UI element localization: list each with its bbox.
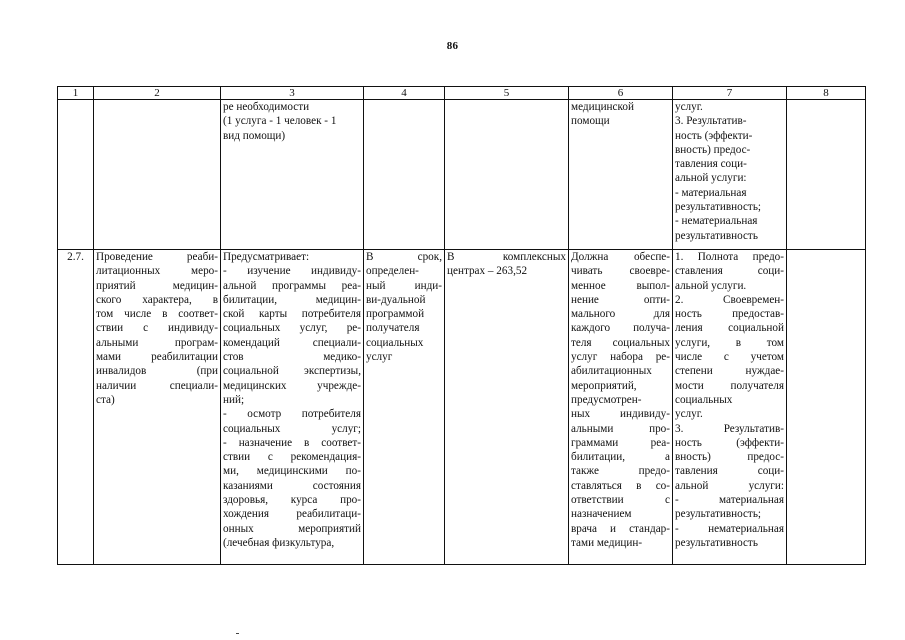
- cell-conditions: [569, 250, 673, 565]
- cell-text-line: вность) предос-: [675, 451, 784, 464]
- cell-text-line: (лечебная физкультура,: [223, 536, 335, 549]
- cell-text-line: - материальная: [675, 186, 747, 199]
- cell-text-line: результативность;: [675, 508, 762, 521]
- cell-text-line: ответствии с: [571, 494, 670, 507]
- cell-text-line: услуги, в том: [675, 336, 784, 349]
- cell-text-line: услуг: [366, 351, 393, 364]
- cell-text-line: казаниями состояния: [223, 479, 361, 492]
- cell-text-line: услуг.: [675, 101, 703, 113]
- cell-text-line: мероприятий,: [571, 379, 637, 392]
- cell-text-line: абилитационных: [571, 365, 652, 378]
- cell-text-line: 2. Своевремен-: [675, 293, 784, 306]
- cell-text-line: Предусматривает:: [223, 251, 310, 263]
- cell-text-line: предусмотрен-: [571, 393, 642, 406]
- cell-text-line: тавления соци-: [675, 465, 784, 478]
- cell-text-line: результативность: [675, 229, 758, 242]
- cell-text-line: онных мероприятий: [223, 522, 361, 535]
- cell-text-line: социальных: [675, 393, 733, 406]
- page-number: 86: [446, 40, 459, 52]
- table-row-2-7: [58, 250, 866, 565]
- cell-deadline: [364, 250, 445, 565]
- cell-text-line: билитации, медицин-: [223, 293, 361, 306]
- cell-text-line: назначением: [571, 508, 632, 521]
- column-header: 5: [445, 87, 569, 100]
- cell-text-line: менное выпол-: [571, 279, 670, 292]
- cell-text-line: ствии с рекомендация-: [223, 451, 361, 464]
- cell-quality-indicators: [673, 250, 787, 565]
- cell-text-line: мального для: [571, 308, 670, 321]
- cell-text-line: программой: [366, 308, 425, 321]
- cell-text-line: (1 услуга - 1 человек - 1: [223, 115, 337, 128]
- cell-text-line: - осмотр потребителя: [223, 408, 361, 421]
- cell-notes: [787, 250, 866, 565]
- cell-text-line: теля социальных: [571, 336, 670, 349]
- column-header: 8: [787, 87, 866, 100]
- cell-text-line: вность) предос-: [675, 143, 751, 156]
- services-table: [57, 86, 866, 565]
- cell-text-line: альными про-: [571, 422, 670, 435]
- cell-text-line: помощи: [571, 115, 610, 128]
- cell-service-name: [94, 100, 221, 250]
- cell-tariff: [445, 100, 569, 250]
- cell-text-line: альной услуги:: [675, 479, 784, 492]
- cell-quality-indicators: [673, 100, 787, 250]
- cell-text-line: ных индивиду-: [571, 408, 670, 421]
- cell-text-line: хождения реабилитаци-: [223, 508, 361, 521]
- cell-text-line: здоровья, курса про-: [223, 494, 361, 507]
- cell-number: [58, 100, 94, 250]
- column-header: 6: [569, 87, 673, 100]
- cell-text-line: чивать своевре-: [571, 265, 670, 278]
- cell-text-line: медицинских учрежде-: [223, 379, 361, 392]
- cell-description: [221, 100, 364, 250]
- cell-text-line: ствии с индивиду-: [96, 322, 218, 335]
- cell-notes: [787, 100, 866, 250]
- cell-text-line: ре необходимости: [223, 101, 310, 113]
- cell-text-line: - нематериальная: [675, 522, 784, 535]
- cell-text-line: врача и стандар-: [571, 522, 670, 535]
- cell-text-line: также предо-: [571, 465, 670, 478]
- cell-text-line: услуг.: [675, 408, 703, 421]
- cell-text-line: ской карты потребителя: [223, 308, 361, 321]
- cell-text-line: - изучение индивиду-: [223, 265, 361, 278]
- cell-text-line: 3. Результатив-: [675, 115, 747, 128]
- cell-text-line: ления социальной: [675, 322, 784, 335]
- cell-text-line: альными програм-: [96, 336, 218, 349]
- cell-text-line: результативность: [675, 536, 758, 549]
- cell-text-line: стов медико-: [223, 351, 361, 364]
- cell-text-line: - материальная: [675, 494, 784, 507]
- cell-text-line: определен-: [366, 265, 419, 278]
- cell-text-line: - нематериальная: [675, 215, 758, 228]
- cell-text-line: ви-дуальной: [366, 293, 426, 306]
- cell-text-line: мости получателя: [675, 379, 784, 392]
- cell-text-line: тавления соци-: [675, 158, 747, 171]
- cell-text-line: Должна обеспе-: [571, 251, 670, 263]
- cell-text-line: - назначение в соответ-: [223, 436, 361, 449]
- cell-text-line: степени нуждае-: [675, 365, 784, 378]
- cell-tariff: [445, 250, 569, 565]
- cell-text-line: ми, медицинскими по-: [223, 465, 361, 478]
- cell-text-line: социальных: [366, 336, 424, 349]
- cell-text-line: инвалидов (при: [96, 365, 218, 378]
- cell-text-line: граммами реа-: [571, 436, 670, 449]
- cell-text-line: нение опти-: [571, 293, 670, 306]
- cell-text-line: альной услуги.: [675, 279, 747, 292]
- cell-text-line: получателя: [366, 322, 420, 335]
- cell-text-line: билитации, а: [571, 451, 670, 464]
- cell-text-line: числе с учетом: [675, 351, 784, 364]
- cell-text-line: ставляться в со-: [571, 479, 670, 492]
- cell-text-line: мами реабилитации: [96, 351, 218, 364]
- cell-text-line: комендаций специали-: [223, 336, 361, 349]
- cell-text-line: В срок,: [366, 251, 442, 263]
- cell-text-line: литационных меро-: [96, 265, 218, 278]
- table-row-continued: [58, 100, 866, 250]
- table-header-row: [58, 87, 866, 100]
- cell-text-line: ность (эффекти-: [675, 436, 784, 449]
- cell-text-line: социальных услуг, ре-: [223, 322, 361, 335]
- cell-text-line: том числе в соответ-: [96, 308, 218, 321]
- cell-text-line: услуг набора ре-: [571, 351, 670, 364]
- cell-text-line: социальной экспертизы,: [223, 365, 361, 378]
- cell-text-line: альной программы реа-: [223, 279, 361, 292]
- column-header: 3: [221, 87, 364, 100]
- column-header: 7: [673, 87, 787, 100]
- cell-text-line: ского характера, в: [96, 293, 218, 306]
- cell-deadline: [364, 100, 445, 250]
- cell-text-line: приятий медицин-: [96, 279, 218, 292]
- cell-text-line: центрах – 263,52: [447, 265, 528, 278]
- cell-text-line: социальных услуг;: [223, 422, 361, 435]
- column-header: 1: [58, 87, 94, 100]
- cell-text-line: ность предостав-: [675, 308, 784, 321]
- cell-text-line: результативность;: [675, 201, 762, 214]
- scan-speck: [236, 633, 239, 634]
- cell-text-line: альной услуги:: [675, 172, 747, 185]
- cell-text-line: медицинской: [571, 101, 634, 113]
- cell-text-line: В комплексных: [447, 251, 566, 263]
- cell-text-line: ность (эффекти-: [675, 129, 753, 142]
- cell-text-line: наличии специали-: [96, 379, 218, 392]
- column-header: 4: [364, 87, 445, 100]
- cell-text-line: ный инди-: [366, 279, 442, 292]
- cell-description: [221, 250, 364, 565]
- cell-number: 2.7.: [58, 250, 94, 565]
- cell-text-line: 3. Результатив-: [675, 422, 784, 435]
- cell-service-name: [94, 250, 221, 565]
- cell-text-line: каждого получа-: [571, 322, 670, 335]
- column-header: 2: [94, 87, 221, 100]
- cell-conditions: [569, 100, 673, 250]
- cell-text-line: тами медицин-: [571, 536, 643, 549]
- cell-text-line: ний;: [223, 393, 245, 406]
- cell-text-line: ста): [96, 393, 115, 406]
- cell-text-line: вид помощи): [223, 129, 286, 142]
- cell-text-line: ставления соци-: [675, 265, 784, 278]
- cell-text-line: 1. Полнота предо-: [675, 251, 784, 263]
- cell-text-line: Проведение реаби-: [96, 251, 218, 263]
